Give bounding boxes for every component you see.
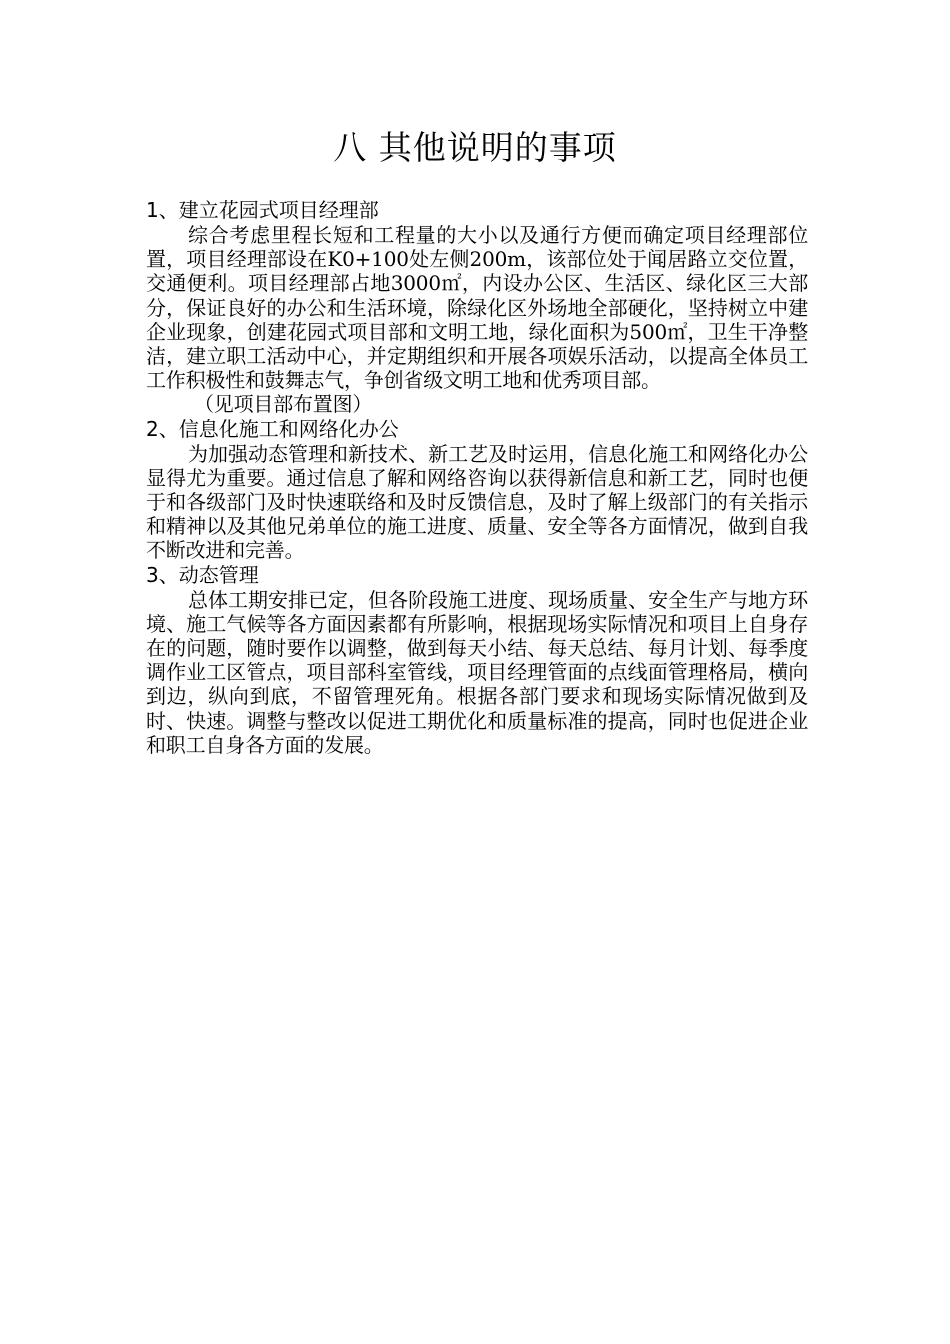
section-2 xyxy=(146,417,808,563)
figure-reference-note: （见项目部布置图） xyxy=(194,392,373,417)
section-heading: 3、动态管理 xyxy=(146,562,259,587)
page-title: 八 其他说明的事项 xyxy=(333,128,617,167)
document-body xyxy=(146,198,808,757)
section-paragraph: 综合考虑里程长短和工程量的大小以及通行方便而确定项目经理部位置，项目经理部设在K0+100处左侧200m，该部位处于闻居路立交位置，交通便利。项目经理部占地3000㎡，内设办公区、生活区、绿化区三大部分，保证良好的办公和生活环境，除绿化区外场地全部硬化，坚持树立中建企业现象，创建花园式项目部和文明工地，绿化面积为500㎡，卫生干净整洁，建立职工活动中心，并定期组织和开展各项娱乐活动，以提高全体员工工作积极性和鼓舞志气，争创省级文明工地和优秀项目部。 xyxy=(146,223,808,393)
section-paragraph: 为加强动态管理和新技术、新工艺及时运用，信息化施工和网络化办公显得尤为重要。通过信息了解和网络咨询以获得新信息和新工艺，同时也便于和各级部门及时快速联络和及时反馈信息，及时了解上级部门的有关指示和精神以及其他兄弟单位的施工进度、质量、安全等各方面情况，做到自我不断改进和完善。 xyxy=(146,441,808,563)
section-paragraph: 总体工期安排已定，但各阶段施工进度、现场质量、安全生产与地方环境、施工气候等各方面因素都有所影响，根据现场实际情况和项目上自身存在的问题，随时要作以调整，做到每天小结、每天总结、每月计划、每季度调作业工区管点，项目部科室管线，项目经理管面的点线面管理格局，横向到边，纵向到底，不留管理死角。根据各部门要求和现场实际情况做到及时、快速。调整与整改以促进工期优化和质量标准的提高，同时也促进企业和职工自身各方面的发展。 xyxy=(146,587,808,757)
section-heading: 1、建立花园式项目经理部 xyxy=(146,198,379,222)
section-1 xyxy=(146,198,808,417)
section-heading: 2、信息化施工和网络化办公 xyxy=(146,416,399,441)
section-3 xyxy=(146,563,808,757)
